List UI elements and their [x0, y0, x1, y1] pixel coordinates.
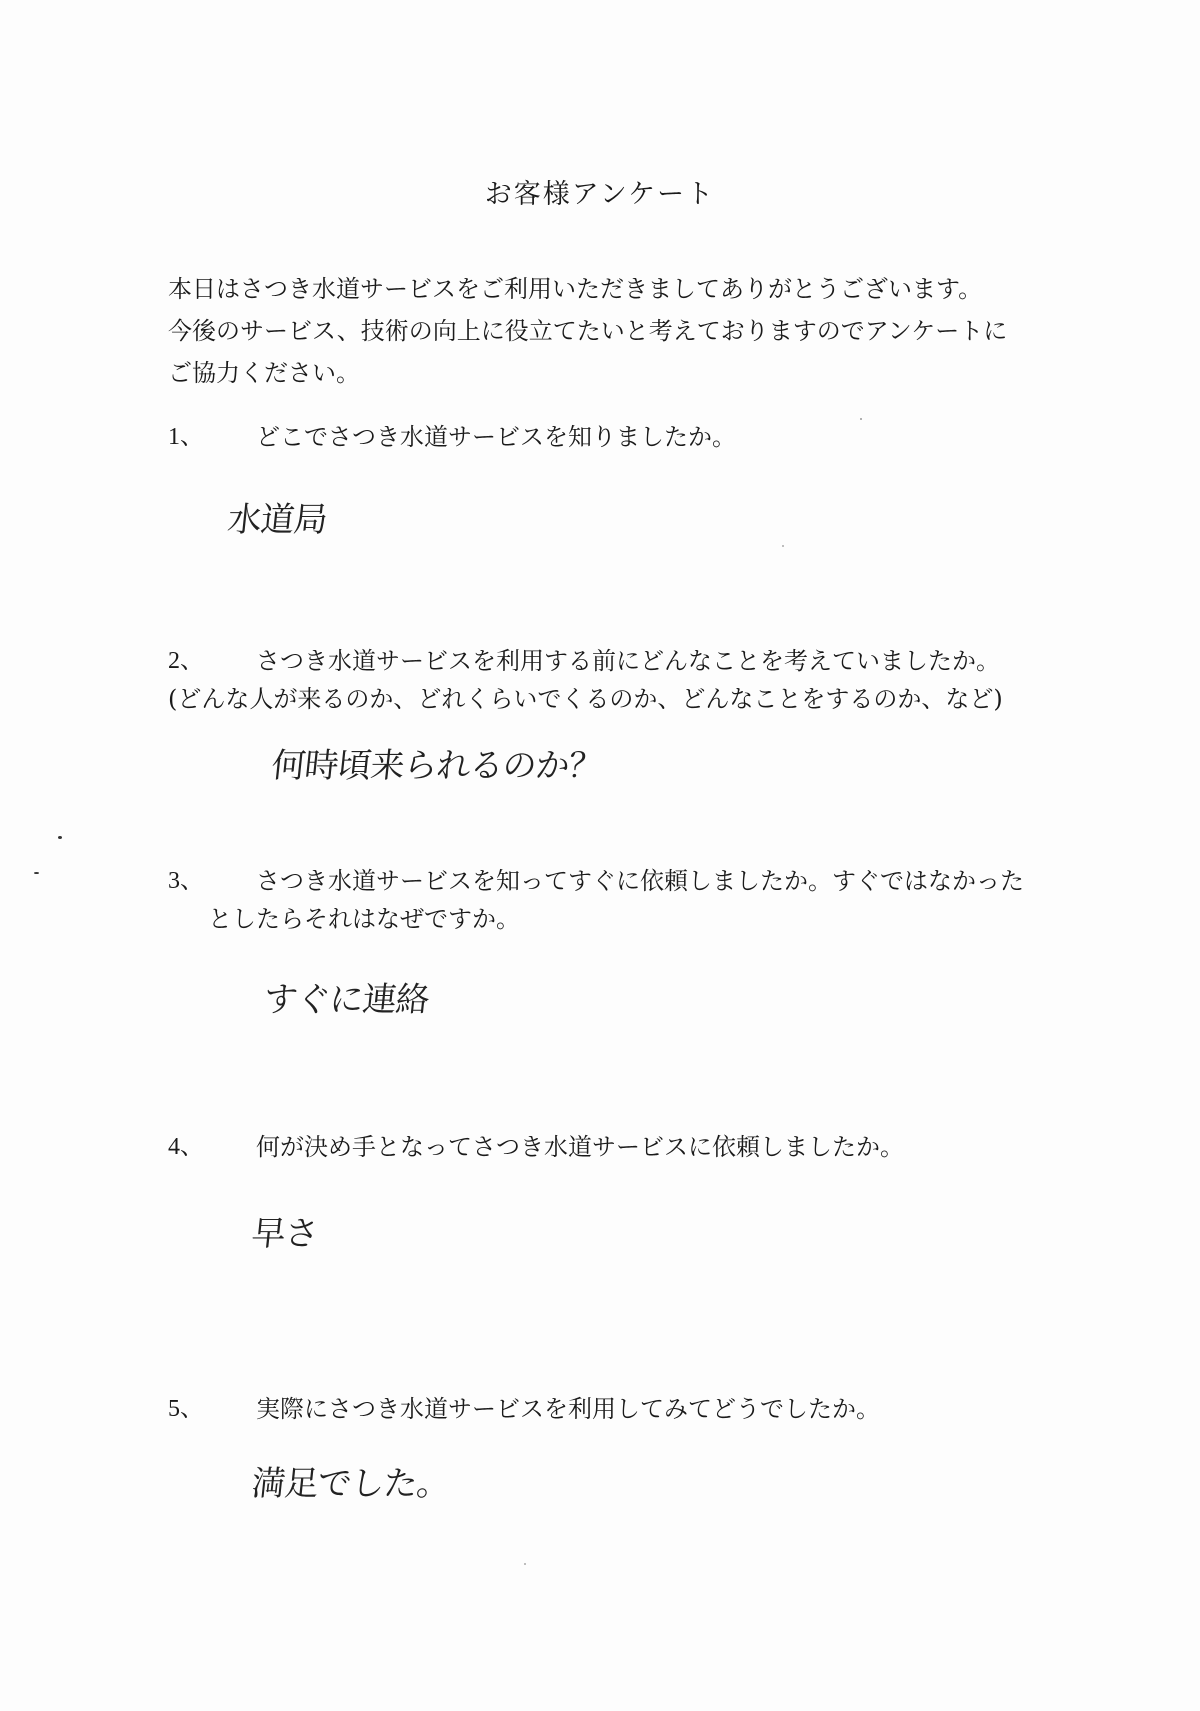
question-text: さつき水道サービスを知ってすぐに依頼しましたか。すぐではなかった [256, 867, 1024, 895]
answer-2-handwritten: 何時頃来られるのか？ [269, 746, 604, 786]
scan-speck [58, 836, 62, 839]
question-number: 1、 [168, 424, 204, 450]
answer-3-handwritten: すぐに連絡 [261, 980, 431, 1020]
question-subtext: (どんな人が来るのか、どれくらいでくるのか、どんなことをするのか、など) [168, 685, 1003, 713]
question-number: 2、 [168, 648, 204, 674]
question-text: どこでさつき水道サービスを知りましたか。 [256, 423, 736, 451]
intro-paragraph [168, 268, 1068, 394]
answer-4-handwritten: 早さ [249, 1214, 320, 1254]
scan-speck [524, 1563, 526, 1565]
scan-speck [34, 872, 39, 874]
question-text: 何が決め手となってさつき水道サービスに依頼しましたか。 [256, 1133, 904, 1161]
question-text: さつき水道サービスを利用する前にどんなことを考えていましたか。 [256, 647, 1000, 675]
scan-speck [860, 418, 862, 420]
answer-5-handwritten: 満足でした。 [249, 1464, 452, 1504]
question-subtext: としたらそれはなぜですか。 [208, 905, 520, 933]
intro-line: ご協力ください。 [168, 359, 360, 387]
page-title: お客様アンケート [484, 179, 716, 210]
question-number: 3、 [168, 868, 204, 894]
question-text: 実際にさつき水道サービスを利用してみてどうでしたか。 [256, 1395, 880, 1423]
question-number: 5、 [168, 1396, 204, 1422]
intro-line: 今後のサービス、技術の向上に役立てたいと考えておりますのでアンケートに [168, 317, 1008, 345]
scan-speck [782, 545, 784, 547]
intro-line: 本日はさつき水道サービスをご利用いただきましてありがとうございます。 [168, 275, 983, 303]
question-number: 4、 [168, 1134, 204, 1160]
answer-1-handwritten: 水道局 [225, 500, 329, 540]
